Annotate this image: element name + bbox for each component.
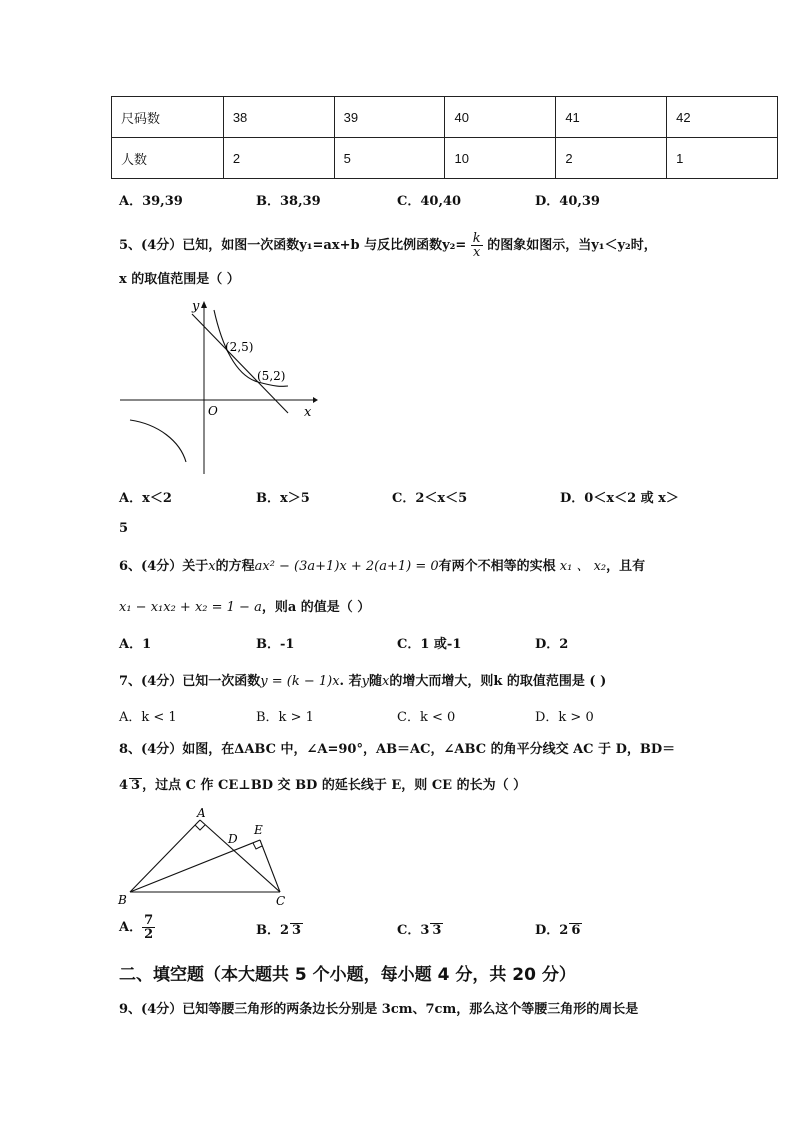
table-cell: 39: [334, 97, 445, 138]
q6-suffix: 有两个不相等的实根: [438, 559, 556, 574]
q7-equation: y = (k − 1)x: [260, 674, 340, 689]
table-cell: 42: [667, 97, 778, 138]
section-heading-fill-in: 二、填空题（本大题共 5 个小题，每小题 4 分，共 20 分）: [119, 965, 576, 985]
q8-opt-a-num: 7: [144, 913, 154, 928]
q8-option-c: [397, 922, 443, 940]
point-label-2-5: (2,5): [225, 340, 254, 354]
x-axis-arrow: [313, 397, 318, 403]
q5-option-a: A．x＜2: [119, 491, 172, 506]
q5-option-c: C．2＜x＜5: [392, 491, 468, 506]
table-cell: 40: [445, 97, 556, 138]
q8-opt-d-sqrt: 6: [571, 923, 581, 938]
q6-prefix: 6、(4分）关于: [119, 559, 209, 574]
q8-opt-d-prefix: D．2: [535, 923, 569, 938]
vertex-b-label: B: [118, 893, 127, 907]
q6-mid: 的方程: [215, 559, 255, 574]
q4-option-d: D．40,39: [535, 194, 600, 209]
q5-y2: y₂=: [442, 238, 467, 253]
hyperbola-branch-3: [130, 420, 186, 462]
q5-end: 时，: [630, 238, 657, 253]
y-axis-arrow: [201, 301, 207, 308]
q7-var-y: y: [361, 674, 369, 689]
table-cell: 2: [556, 138, 667, 179]
q8-sqrt: 3: [131, 778, 141, 793]
q6-option-a: A．1: [119, 637, 152, 652]
q8-option-b: [256, 922, 303, 940]
side-ac: [200, 820, 280, 892]
table-row: [112, 138, 778, 179]
q7-option-d: D．k > 0: [535, 710, 594, 725]
q6-end: ，且有: [606, 559, 646, 574]
table-row: [112, 97, 778, 138]
vertex-c-label: C: [276, 894, 286, 908]
q6-line2-eq: x₁ − x₁x₂ + x₂ = 1 − a: [119, 600, 262, 615]
q5-frac-num: k: [472, 231, 481, 246]
shoe-size-table: [111, 96, 778, 179]
vertex-a-label: A: [197, 806, 206, 820]
q5-prefix: 5、(4分）已知，如图一次函数: [119, 238, 300, 253]
q8-option-d: [535, 922, 582, 940]
right-angle-a: [195, 825, 205, 830]
q7-mid2: 随: [368, 674, 382, 689]
q8-opt-b-sqrt: 3: [292, 923, 302, 938]
q5-mid: 与反比例函数: [364, 238, 443, 253]
table-cell: 5: [334, 138, 445, 179]
q7-var-x: x: [381, 674, 390, 689]
q5-frac-den: x: [473, 245, 481, 260]
table-cell: 人数: [112, 138, 224, 179]
q5-suffix: 的图象如图示，当: [487, 238, 592, 253]
q8-line2: [119, 776, 526, 796]
x-axis-label: x: [304, 405, 312, 420]
q6-roots: x₁ 、 x₂: [559, 559, 607, 574]
q8-line2-pre: 4: [119, 778, 129, 793]
q5-y1: y₁=ax+b: [299, 238, 360, 253]
q6-option-d: D．2: [535, 637, 569, 652]
right-angle-e: [253, 843, 262, 849]
q4-option-a: A．39,39: [119, 194, 183, 209]
table-cell: 2: [223, 138, 334, 179]
q7-prefix: 7、(4分）已知一次函数: [119, 674, 261, 689]
point-label-5-2: (5,2): [257, 369, 286, 383]
q8-opt-a-fraction: [142, 914, 155, 941]
linear-function-line: [192, 314, 288, 413]
table-cell: 10: [445, 138, 556, 179]
q6-line2: [119, 598, 370, 618]
q6-option-b: B．-1: [256, 637, 295, 652]
table-cell: 38: [223, 97, 334, 138]
q5-line2: x 的取值范围是（ ）: [119, 272, 240, 287]
q6-equation: ax² − (3a+1)x + 2(a+1) = 0: [254, 559, 439, 574]
q5-line1: [119, 232, 657, 259]
q9-line: 9、(4分）已知等腰三角形的两条边长分别是 3cm、7cm，那么这个等腰三角形的周长是: [119, 1002, 639, 1017]
q7-option-a: A．k < 1: [119, 710, 177, 725]
q8-opt-a-prefix: A．: [119, 920, 143, 935]
line-be: [130, 840, 260, 892]
q6-line1: [119, 557, 645, 577]
q5-option-b: B．x＞5: [256, 491, 310, 506]
q8-triangle-figure: [114, 806, 294, 910]
q7-mid: . 若: [339, 674, 362, 689]
q5-option-d: D．0＜x＜2 或 x＞: [560, 491, 679, 506]
q5-fraction: [471, 232, 483, 259]
table-cell: 1: [667, 138, 778, 179]
q4-option-b: B．38,39: [256, 194, 321, 209]
point-d-label: D: [228, 832, 238, 846]
table-cell: 尺码数: [112, 97, 224, 138]
q6-line2-suffix: ，则a 的值是（ ）: [261, 600, 371, 615]
q8-opt-c-sqrt: 3: [432, 923, 442, 938]
side-ab: [130, 820, 200, 892]
q5-cond: y₁＜y₂: [591, 238, 631, 253]
q4-option-c: C．40,40: [397, 194, 462, 209]
y-axis-label: y: [192, 299, 200, 314]
q7-line: [119, 672, 606, 692]
point-e-label: E: [254, 823, 263, 837]
q8-line2-post: ，过点 C 作 CE⊥BD 交 BD 的延长线于 E，则 CE 的长为（ ）: [142, 778, 527, 793]
line-ce: [260, 840, 280, 892]
q8-opt-a-den: 2: [144, 927, 154, 942]
q7-option-c: C．k < 0: [397, 710, 456, 725]
origin-label: O: [208, 404, 218, 418]
table-cell: 41: [556, 97, 667, 138]
q5-function-graph: [118, 296, 318, 478]
q8-opt-b-prefix: B．2: [256, 923, 290, 938]
q8-option-a: [119, 914, 155, 941]
q5-option-d-wrap: 5: [119, 521, 129, 536]
q7-option-b: B．k > 1: [256, 710, 314, 725]
q6-option-c: C．1 或-1: [397, 637, 462, 652]
q7-end: 的增大而增大，则k 的取值范围是 ( ): [389, 674, 607, 689]
q8-opt-c-prefix: C．3: [397, 923, 430, 938]
q8-line1: 8、(4分）如图，在ΔABC 中，∠A=90°，AB＝AC，∠ABC 的角平分线交 AC 于 D，BD＝: [119, 742, 676, 757]
q6-var-x: x: [208, 559, 216, 574]
